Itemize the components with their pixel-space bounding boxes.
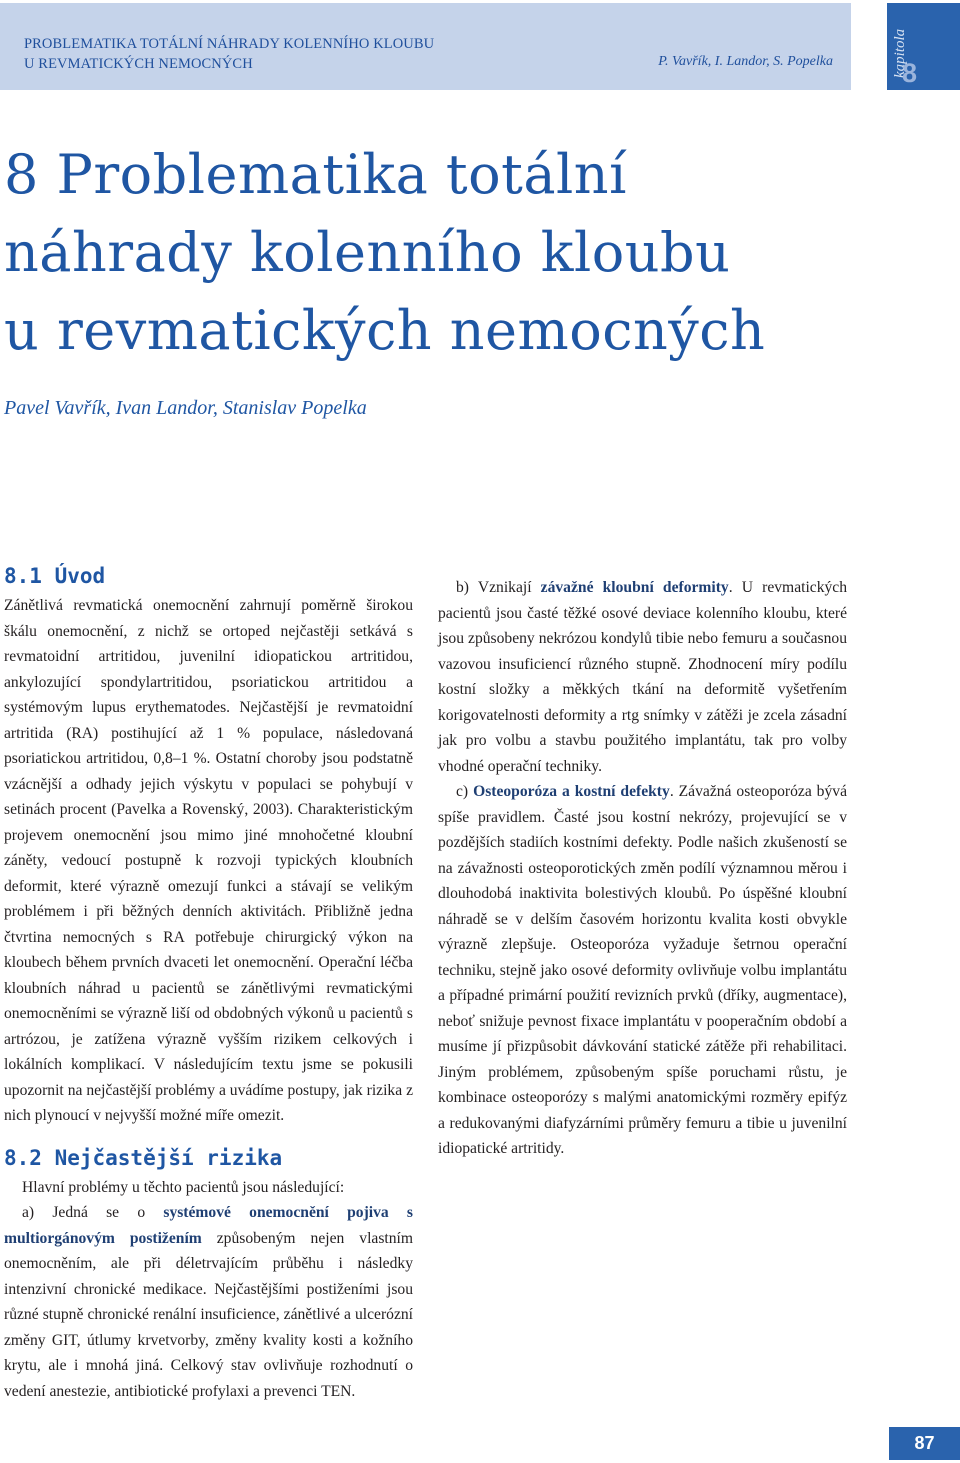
risk-a-text: způsobeným nejen vlastním onemocněním, ale při déletrvajícím průběhu i následky intenzivní chronické medikace. Nejčastějšími postiženími jsou různé stupně chronické renální insuficience, zánětlivé a ulcerózní změny GIT, útlumy krvetvorby, změny kvality kosti a kožního krytu, ale i mnohá jiná. Celkový stav ovlivňuje rozhodnutí o vedení anestezie, antibiotické profylaxi a prevenci TEN. (4, 1229, 413, 1400)
running-header-title-line-2: U REVMATICKÝCH NEMOCNÝCH (24, 56, 253, 72)
page-number: 87 (889, 1427, 960, 1460)
running-header-band (0, 3, 851, 90)
chapter-title-line-3: u revmatických nemocných (4, 299, 766, 362)
chapter-authors: Pavel Vavřík, Ivan Landor, Stanislav Popelka (4, 397, 367, 419)
risk-c-paragraph (438, 779, 847, 1162)
risk-b-prefix: b) Vznikají (456, 579, 541, 596)
running-header-title-line-1: PROBLEMATIKA TOTÁLNÍ NÁHRADY KOLENNÍHO KLOUBU (24, 36, 435, 52)
risk-a-keyword: systémové onemocnění pojiva s multiorgánovým postižením (4, 1204, 414, 1247)
chapter-title-line-1: 8 Problematika totální (4, 143, 627, 206)
risk-b-paragraph (438, 575, 847, 779)
running-header-authors: P. Vavřík, I. Landor, S. Popelka (658, 54, 833, 69)
chapter-title-line-2: náhrady kolenního kloubu (4, 221, 731, 284)
chapter-title (4, 136, 904, 370)
section-heading-uvod: 8.1 Úvod (4, 564, 106, 588)
risk-c-keyword: Osteoporóza a kostní defekty (473, 783, 670, 800)
risk-a-prefix: a) Jedná se o (22, 1204, 164, 1221)
risk-b-text: . U revmatických pacientů jsou časté těžké osové deviace kolenního kloubu, které jsou způsobeny nekrózou kondylů tibie nebo femuru a současnou vazovou insuficiencí různého stupně. Zhodnocení míry podílu kostní složky a měkkých tkání na deformitě vyšetřením korigovatelnosti deformity a rtg snímky v zátěži je zcela zásadní jak pro volbu a stavbu použitého implantátu, tak pro volby vhodné operační techniky. (438, 579, 848, 775)
risks-intro: Hlavní problémy u těchto pacientů jsou následující: (22, 1178, 345, 1196)
intro-paragraph: Zánětlivá revmatická onemocnění zahrnují poměrně širokou škálu onemocnění, z nichž se ortoped nejčastěji setkává s revmatoidní artritidou, juvenilní idiopatickou artritidou, ankylozující spondylartritidou, psoriatickou artritidou a systémovým lupus erythematodes. Nejčastější je revmatoidní artritida (RA) postihující až 1 % populace, následovaná psoriatickou artritidou, 0,8–1 %. Ostatní choroby jsou podstatně vzácnější a odhady jejich výskytu v populaci se pohybují v setinách procent (Pavelka a Rovenský, 2003). Charakteristickým projevem onemocnění jsou mimo jiné mnohočetné kloubní záněty, vedoucí postupně k rozvoji typických kloubních deformit, které výrazně omezují funkci a stávají se velikým problémem i při běžných denních aktivitách. Přibližně jedna čtvrtina nemocných s RA potřebuje chirurgický výkon na kloubech během prvních dvaceti let onemocnění. Operační léčba kloubních náhrad u pacientů se zánětlivými revmatickými onemocněními se výrazně liší od obdobných výkonů u pacientů s artrózou, je zatížena výrazně vyšším rizikem celkových i lokálních komplikací. V následujícím textu jsme se pokusili upozornit na nejčastější problémy a uvádíme postupy, jak rizika z nich plynoucí v nejvyšší možné míře omezit. (4, 597, 413, 1124)
risk-c-prefix: c) (456, 783, 474, 800)
section-heading-rizika: 8.2 Nejčastější rizika (4, 1145, 283, 1170)
chapter-tab-label: kapitola (892, 28, 908, 78)
risk-b-keyword: závažné kloubní deformity (540, 579, 729, 596)
risk-c-text: . Závažná osteoporóza bývá spíše pravidlem. Časté jsou kostní nekrózy, projevující se v pozdějších stadiích kostními defekty. Podle našich zkušeností se na závažnosti osteoporotických změn podílí významnou měrou i dlouhodobá inaktivita bolestivých kloubů. Po úspěšné kloubní náhradě se v delším časovém horizontu kvalita kosti obvykle výrazně zlepšuje. Osteoporóza vyžaduje šetrnou operační techniku, stejně jako osové deformity ovlivňuje volbu implantátu a případné primární použití revizních prvků (dříky, augmentace), neboť snižuje pevnost fixace implantátu v pooperačním období a musíme jí přizpůsobit dávkování statické zátěže při rehabilitaci. Jiným problémem, způsobeným spíše poruchami růstu, je kombinace osteoporózy s malými anatomickými rozměry epifýz a redukovanými diafyzárními průměry femuru a tibie u juvenilní idiopatické artritidy. (438, 783, 847, 1157)
right-column (438, 575, 847, 1162)
running-header-title (24, 34, 434, 74)
left-column (4, 561, 413, 1404)
chapter-tab-number: 8 (902, 58, 918, 88)
risk-a-paragraph (4, 1200, 413, 1404)
